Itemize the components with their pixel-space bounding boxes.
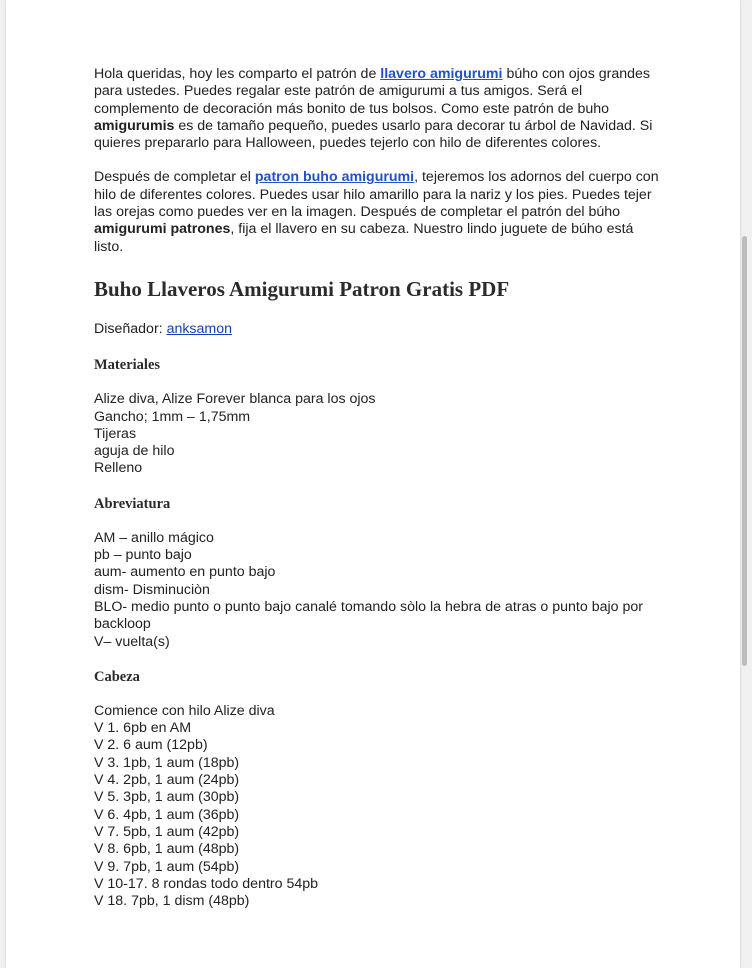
round-instruction: V 1. 6pb en AM <box>94 720 192 737</box>
llavero-amigurumi-link[interactable]: llavero amigurumi <box>380 66 503 82</box>
round-instruction: V 2. 6 aum (12pb) <box>94 737 208 754</box>
head-rounds-list <box>94 703 664 911</box>
abbreviation-item: AM – anillo mágico <box>94 529 214 546</box>
pattern-title: Buho Llaveros Amigurumi Patron Gratis PDF <box>94 276 510 301</box>
intro-text: es de tamaño pequeño, puedes usarlo para decorar tu árbol de Navidad. Si quieres prepararlo para Halloween, puedes tejerlo con hilo de diferentes colores. <box>94 117 653 152</box>
round-instruction: Comience con hilo Alize diva <box>94 702 275 719</box>
abbreviation-item: V– vuelta(s) <box>94 633 170 650</box>
materials-heading: Materiales <box>94 357 161 374</box>
designer-link[interactable]: anksamon <box>166 320 233 337</box>
material-item: Tijeras <box>94 425 137 442</box>
round-instruction: V 3. 1pb, 1 aum (18pb) <box>94 754 240 771</box>
intro-paragraph-2 <box>94 169 664 255</box>
intro-bold-text: amigurumi patrones <box>94 221 231 238</box>
document-page <box>6 0 740 968</box>
round-instruction: V 8. 6pb, 1 aum (48pb) <box>94 841 240 858</box>
intro-bold-text: amigurumis <box>94 117 175 134</box>
round-instruction: V 10-17. 8 rondas todo dentro 54pb <box>94 875 319 892</box>
designer-line <box>94 321 664 338</box>
vertical-scrollbar[interactable] <box>742 236 747 666</box>
round-instruction: V 9. 7pb, 1 aum (54pb) <box>94 858 240 875</box>
intro-text: , fija el llavero en su cabeza. Nuestro lindo juguete de búho está listo. <box>94 221 634 255</box>
round-instruction: V 5. 3pb, 1 aum (30pb) <box>94 789 240 806</box>
abbreviations-heading: Abreviatura <box>94 495 171 512</box>
designer-label: Diseñador: <box>94 320 167 337</box>
round-instruction: V 4. 2pb, 1 aum (24pb) <box>94 772 240 789</box>
abbreviation-item: aum- aumento en punto bajo <box>94 564 276 581</box>
abbreviations-list <box>94 530 664 651</box>
article-content <box>94 66 664 910</box>
round-instruction: V 6. 4pb, 1 aum (36pb) <box>94 806 240 823</box>
material-item: aguja de hilo <box>94 443 175 460</box>
abbreviation-item: pb – punto bajo <box>94 547 192 564</box>
intro-paragraph-1 <box>94 66 664 152</box>
intro-text: , tejeremos los adornos del cuerpo con hilo de diferentes colores. Puedes usar hilo amarillo para la nariz y los pies. Puedes tejer las orejas como puedes ver en la imagen. Después de completar el patrón del búho <box>94 169 659 221</box>
intro-text: Después de completar el <box>94 169 255 186</box>
patron-buho-amigurumi-link[interactable]: patron buho amigurumi <box>254 169 415 186</box>
round-instruction: V 18. 7pb, 1 dism (48pb) <box>94 893 250 910</box>
material-item: Relleno <box>94 460 143 477</box>
head-heading: Cabeza <box>94 668 140 685</box>
abbreviation-item: dism- Disminuciòn <box>94 581 210 598</box>
abbreviation-item: BLO- medio punto o punto bajo canalé tomando sòlo la hebra de atras o punto bajo por backloop <box>94 598 643 633</box>
materials-list <box>94 391 664 477</box>
intro-text: búho con ojos grandes para ustedes. Puedes regalar este patrón de amigurumi a tus amigos. Será el complemento de decoración más bonito de tus bolsos. Como este patrón de buho <box>94 66 651 117</box>
round-instruction: V 7. 5pb, 1 aum (42pb) <box>94 823 240 840</box>
material-item: Gancho; 1mm – 1,75mm <box>94 408 251 425</box>
intro-text: Hola queridas, hoy les comparto el patrón de <box>94 66 381 82</box>
material-item: Alize diva, Alize Forever blanca para los ojos <box>94 391 376 408</box>
